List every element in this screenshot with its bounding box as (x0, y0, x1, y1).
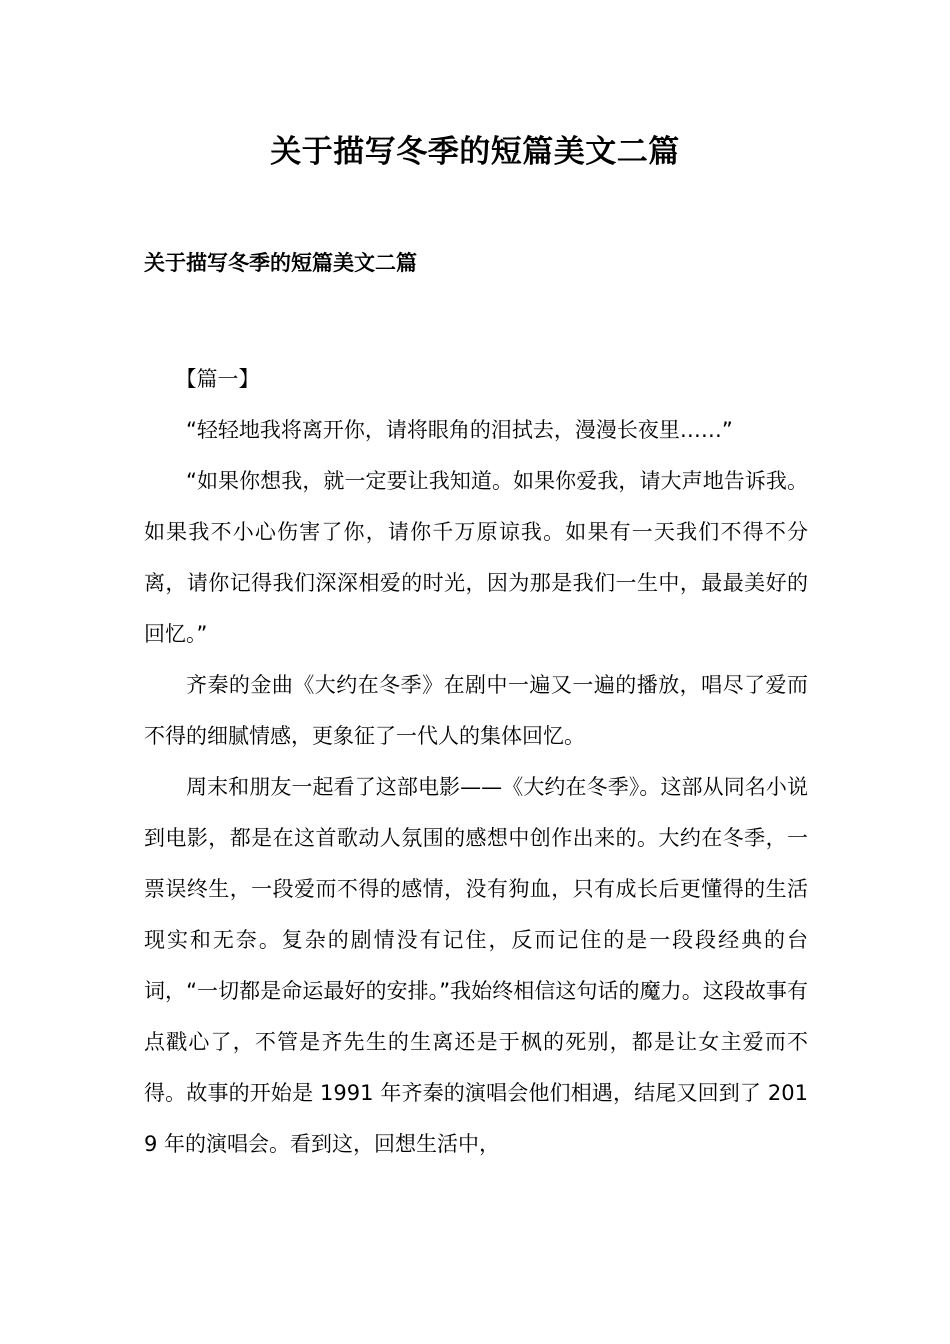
paragraph-3: 齐秦的金曲《大约在冬季》在剧中一遍又一遍的播放，唱尽了爱而不得的细腻情感，更象征了一代人的集体回忆。 (144, 673, 808, 748)
paragraph-2: “如果你想我，就一定要让我知道。如果你爱我，请大声地告诉我。如果我不小心伤害了你，请你千万原谅我。如果有一天我们不得不分离，请你记得我们深深相爱的时光，因为那是我们一生中，最最美好的回忆。” (144, 469, 808, 646)
section-heading: 【篇一】 (175, 367, 260, 391)
document-body (144, 354, 808, 1170)
paragraph-4: 周末和朋友一起看了这部电影——《大约在冬季》。这部从同名小说到电影，都是在这首歌动人氛围的感想中创作出来的。大约在冬季，一票误终生，一段爱而不得的感情，没有狗血，只有成长后更懂得的生活现实和无奈。复杂的剧情没有记住，反而记住的是一段段经典的台词，“一切都是命运最好的安排。”我始终相信这句话的魔力。这段故事有点戳心了，不管是齐先生的生离还是于枫的死别，都是让女主爱而不得。故事的开始是 1991 年齐秦的演唱会他们相遇，结尾又回到了 2019 年的演唱会。看到这，回想生活中， (144, 775, 808, 1156)
document-title: 关于描写冬季的短篇美文二篇 (270, 134, 680, 170)
document-subtitle: 关于描写冬季的短篇美文二篇 (144, 251, 417, 275)
paragraph-1: “轻轻地我将离开你，请将眼角的泪拭去，漫漫长夜里……” (186, 418, 733, 442)
